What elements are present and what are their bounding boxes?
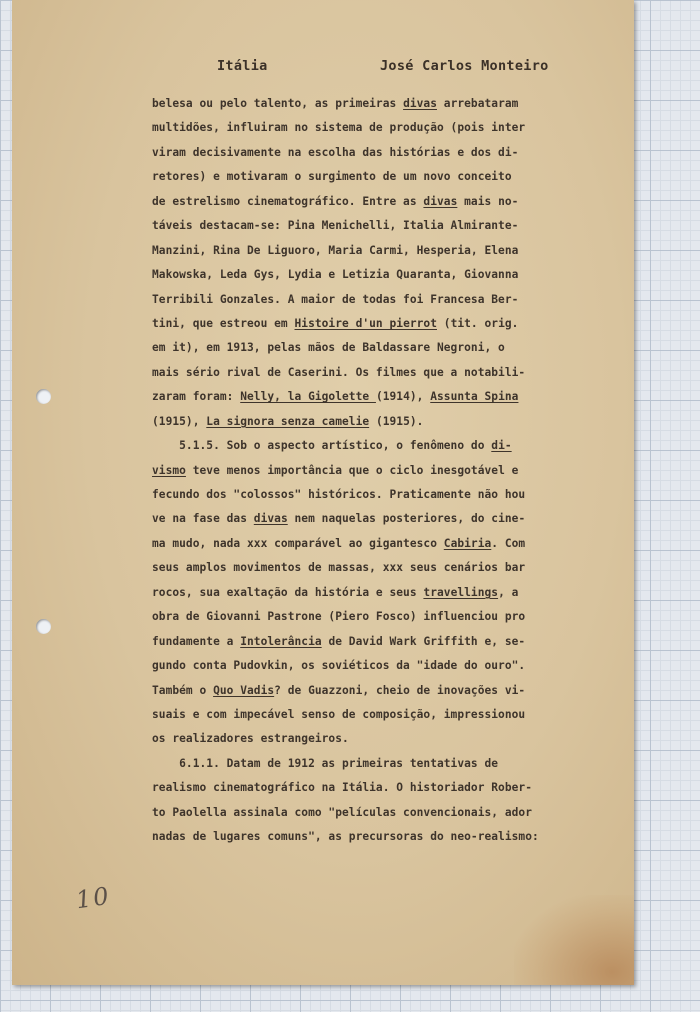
text-line xyxy=(152,239,582,263)
text-segment: suais e com impecável senso de composição, impressionou xyxy=(152,707,526,721)
text-segment: ve na fase das xyxy=(152,512,254,526)
text-segment: , a xyxy=(498,585,519,599)
text-segment: Manzini, Rina De Liguoro, Maria Carmi, Hesperia, Elena xyxy=(152,243,519,257)
text-line xyxy=(152,116,582,140)
underlined-title: travellings xyxy=(423,585,499,599)
underlined-title: La signora senza camelie xyxy=(206,414,370,428)
text-line xyxy=(152,263,582,287)
paper-stain xyxy=(514,895,634,985)
text-line xyxy=(152,410,582,434)
text-segment: (1915). xyxy=(369,414,424,428)
underlined-title: Cabiria xyxy=(443,536,492,550)
text-segment: gundo conta Pudovkin, os soviéticos da "idade do ouro". xyxy=(152,659,526,673)
text-segment: mais no- xyxy=(457,194,519,208)
text-line xyxy=(152,801,582,825)
text-line xyxy=(152,434,582,458)
text-segment: ma mudo, nada xxx comparável ao gigantesco xyxy=(152,536,444,550)
text-segment: nadas de lugares comuns", as precursoras do neo-realismo: xyxy=(152,830,539,844)
text-line xyxy=(152,630,582,654)
text-line xyxy=(152,507,582,531)
text-line xyxy=(152,727,582,751)
text-segment: . Com xyxy=(491,536,526,550)
text-line xyxy=(152,336,582,360)
header-author: José Carlos Monteiro xyxy=(380,58,549,74)
text-line xyxy=(152,776,582,800)
punch-hole-bottom xyxy=(36,619,51,634)
text-line xyxy=(152,385,582,409)
text-segment: nem naquelas posteriores, do cine- xyxy=(287,512,526,526)
text-segment: (tit. orig. xyxy=(437,316,519,330)
text-segment: Makowska, Leda Gys, Lydia e Letizia Quaranta, Giovanna xyxy=(152,268,519,282)
text-line xyxy=(152,679,582,703)
text-segment: realismo cinematográfico na Itália. O historiador Rober- xyxy=(152,781,532,795)
text-line xyxy=(152,92,582,116)
text-segment: de estrelismo cinematográfico. Entre as xyxy=(152,194,424,208)
text-segment: viram decisivamente na escolha das histórias e dos di- xyxy=(152,145,519,159)
text-segment: seus amplos movimentos de massas, xxx seus cenários bar xyxy=(152,561,526,575)
text-line xyxy=(152,825,582,849)
body-text xyxy=(152,92,582,850)
text-segment: fecundo dos "colossos" históricos. Praticamente não hou xyxy=(152,488,526,501)
underlined-title: Quo Vadis xyxy=(213,683,275,697)
underlined-title: Nelly, la Gigolette xyxy=(240,390,376,404)
text-segment: multidões, influiram no sistema de produção (pois inter xyxy=(152,121,526,135)
text-line xyxy=(152,141,582,165)
text-line xyxy=(152,361,582,385)
punch-hole-top xyxy=(36,389,51,404)
text-segment: os realizadores estrangeiros. xyxy=(152,732,349,746)
text-line xyxy=(152,214,582,238)
text-segment: obra de Giovanni Pastrone (Piero Fosco) influenciou pro xyxy=(152,610,526,624)
underlined-title: divas xyxy=(253,512,288,526)
underlined-title: Assunta Spina xyxy=(430,390,519,404)
text-line xyxy=(152,483,582,507)
underlined-title: divas xyxy=(403,97,437,110)
text-segment: em it), em 1913, pelas mãos de Baldassare Negroni, o xyxy=(152,341,505,355)
underlined-title: Intolerância xyxy=(240,634,322,648)
text-segment: teve menos importância que o ciclo inesgotável e xyxy=(185,463,519,477)
text-line xyxy=(152,654,582,678)
text-segment: belesa ou pelo talento, as primeiras xyxy=(152,97,404,110)
text-line xyxy=(152,556,582,580)
text-segment: (1915), xyxy=(152,414,207,428)
text-segment: táveis destacam-se: Pina Menichelli, Italia Almirante- xyxy=(152,219,519,233)
text-line xyxy=(152,459,582,483)
text-segment: tini, que estreou em xyxy=(152,316,295,330)
text-line xyxy=(152,605,582,629)
typewritten-page xyxy=(12,0,634,985)
header-country: Itália xyxy=(217,58,268,74)
text-segment: 6.1.1. Datam de 1912 as primeiras tentativas de xyxy=(152,756,499,770)
underlined-title: di- xyxy=(491,439,512,453)
text-segment: mais sério rival de Caserini. Os filmes que a notabili- xyxy=(152,365,526,379)
text-segment: Terribili Gonzales. A maior de todas foi Francesa Ber- xyxy=(152,292,519,306)
text-line xyxy=(152,703,582,727)
text-line xyxy=(152,165,582,189)
text-segment: Também o xyxy=(152,683,214,697)
text-segment: to Paolella assinala como "películas convencionais, ador xyxy=(152,805,532,819)
underlined-title: vismo xyxy=(152,463,186,477)
text-line xyxy=(152,752,582,776)
text-segment: (1914), xyxy=(375,390,431,404)
text-line xyxy=(152,312,582,336)
underlined-title: Histoire d'un pierrot xyxy=(294,316,437,330)
text-line xyxy=(152,288,582,312)
text-segment: rocos, sua exaltação da história e seus xyxy=(152,585,424,599)
underlined-title: divas xyxy=(423,194,458,208)
text-line xyxy=(152,532,582,556)
text-segment: fundamente a xyxy=(152,634,241,648)
text-segment: de David Wark Griffith e, se- xyxy=(321,634,526,648)
text-segment: zaram foram: xyxy=(152,390,241,404)
text-segment: retores) e motivaram o surgimento de um novo conceito xyxy=(152,170,512,184)
handwritten-page-number: 10 xyxy=(74,881,113,915)
text-segment: 5.1.5. Sob o aspecto artístico, o fenômeno do xyxy=(152,439,492,453)
text-segment: ? de Guazzoni, cheio de inovações vi- xyxy=(274,683,526,697)
text-line xyxy=(152,581,582,605)
text-segment: arrebataram xyxy=(437,97,519,110)
text-line xyxy=(152,190,582,214)
